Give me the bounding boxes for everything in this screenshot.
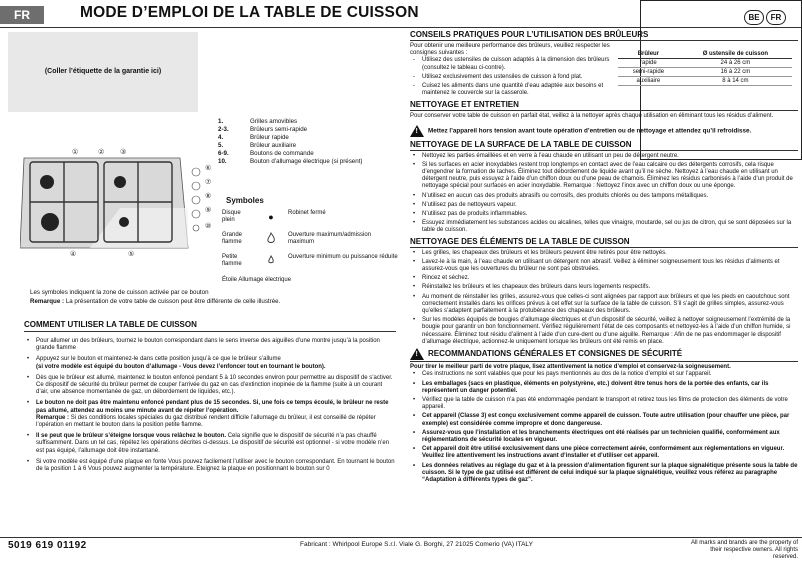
lang-pill-fr: FR <box>766 10 786 25</box>
list-item: • Les données relatives au réglage du gaz et à la pression d’alimentation figurent sur la plaque signalétique présente sous la table de cuisson. Si le type de gaz utilisé est différent de celui indiqué sur la plaque signalétique, veuillez vous référez au paragraphe “Adaptation à différents types de gaz”. <box>410 463 798 485</box>
callout-10: ⑩ <box>205 222 212 230</box>
nettoyage-title: NETTOYAGE ET ENTRETIEN <box>410 100 519 110</box>
callout-4: ④ <box>70 250 77 258</box>
nettoyage-intro: Pour conserver votre table de cuisson en parfait état, veillez à la nettoyer après chaque utilisation en éliminant tous les résidus d’aliment. <box>410 113 774 120</box>
callout-2: ② <box>98 148 105 156</box>
conseils-intro: Pour obtenir une meilleure performance des brûleurs, veuillez respecter les consignes suivantes : <box>410 43 610 57</box>
list-item: • N’utilisez pas de nettoyeurs vapeur. <box>410 202 798 209</box>
legend-row: 6-9. Boutons de commande <box>218 149 314 157</box>
symbol-star-ignition: Étoile Allumage électrique <box>222 277 292 283</box>
table-row: semi-rapide 16 à 22 cm <box>618 68 792 77</box>
legend-row: 1. Grilles amovibles <box>218 118 298 125</box>
table-row: rapide 24 à 26 cm <box>618 59 792 68</box>
warranty-label-area: (Coller l’étiquette de la garantie ici) <box>8 32 198 112</box>
rights-notice: All marks and brands are the property of their respective owners. All rights reserved. <box>690 540 798 560</box>
document-code: 5019 619 01192 <box>8 540 87 551</box>
symbols-title: Symboles <box>226 196 264 205</box>
burner-size-table <box>618 50 792 86</box>
usage-rule <box>24 331 396 332</box>
callout-9: ⑨ <box>205 206 212 214</box>
legend-row: 5. Brûleur auxiliaire <box>218 141 297 149</box>
list-item: • Cet appareil doit être utilisé exclusivement dans une pièce correctement aérée, conformément aux réglementations en vigueur. Veuillez lire attentivement les instructions avant d’installer et d’utiliser cet appareil. <box>410 446 798 460</box>
small-flame-icon <box>254 254 288 268</box>
legend-row: 4. Brûleur rapide <box>218 133 289 141</box>
securite-intro: Pour tirer le meilleur parti de votre plaque, lisez attentivement la notice d’emploi et conservez-la soigneusement. <box>410 364 731 371</box>
surface-list <box>410 153 798 235</box>
burner-rapide <box>41 213 59 231</box>
list-item: • Lavez-le à la main, à l’eau chaude en utilisant un détergent non abrasif. Veillez à éliminer soigneusement tous les résidus d’aliments et assurez-vous que les ouvertures du brûleur ne sont pas obstruées. <box>410 259 798 273</box>
burner-auxiliaire <box>119 217 129 227</box>
list-item: • N’utilisez pas de produits inflammables. <box>410 211 798 218</box>
list-item: • Cet appareil (Classe 3) est conçu exclusivement comme appareil de cuisson. Toute autre utilisation (pour chauffer une pièce, par exemple) est considérée comme impropre et donc dangereuse. <box>410 413 798 427</box>
usage-title: COMMENT UTILISER LA TABLE DE CUISSON <box>24 320 197 329</box>
page-title: MODE D’EMPLOI DE LA TABLE DE CUISSON <box>80 4 419 21</box>
list-item: • Appuyez sur le bouton et maintenez-le dans cette position jusqu’à ce que le brûleur s’allume (si votre modèle est équipé du bouton d’allumage - Vous devez l’enfoncer tout en tournant le bouton). <box>24 356 396 370</box>
table-row: auxiliaire 8 à 14 cm <box>618 77 792 86</box>
knob-group <box>192 168 200 231</box>
callout-6: ⑥ <box>205 164 212 172</box>
note-symbols: Les symboles indiquent la zone de cuisson activée par ce bouton <box>30 289 209 296</box>
table-header: Brûleur <box>618 50 679 59</box>
manufacturer-info: Fabricant : Whirlpool Europe S.r.l. Viale G. Borghi, 27 21025 Comerio (VA) ITALY <box>300 541 533 548</box>
list-item: • Dès que le brûleur est allumé, maintenez le bouton enfoncé pendant 5 à 10 secondes environ pour permettre au dispositif de s’activer. Ce dispositif de sécurité du brûleur permet de couper l’arrivée du gaz en cas d’extinction inopinée de la flamme (suite à un courant d’air, une absence momentanée de gaz, un débordement de liquides, etc.). <box>24 375 396 397</box>
callout-8: ⑧ <box>205 192 212 200</box>
diagram-notes <box>30 288 400 306</box>
warning-icon: ! <box>410 125 424 137</box>
conseils-rule <box>410 40 798 41</box>
surface-title: NETTOYAGE DE LA SURFACE DE LA TABLE DE CUISSON <box>410 139 632 149</box>
footer-rule <box>0 537 802 538</box>
conseils-list <box>410 57 610 97</box>
list-item: • Si votre modèle est équipé d’une plaque en fonte Vous pouvez facilement l’utiliser avec le bouton correspondant. En tournant le bouton de la position 1 à 6 Vous pouvez augmenter la température. Eteignez la plaque en positionnant le bouton sur 0 <box>24 459 396 473</box>
list-item: - Utilisez des ustensiles de cuisson adaptés à la dimension des brûleurs (consultez le tableau ci-contre). <box>410 57 610 71</box>
securite-list <box>410 371 798 484</box>
table-header: Ø ustensile de cuisson <box>679 50 792 59</box>
list-item: • Essuyez immédiatement les substances acides ou alcalines, telles que vinaigre, moutarde, sel ou jus de citron, qui se sont déposées sur la table de cuisson. <box>410 220 798 234</box>
symbol-row-small-flame: Petite flamme Ouverture minimum ou puissance réduite <box>222 254 398 267</box>
burner-semi-rapide-1 <box>40 175 54 189</box>
elements-list <box>410 250 798 346</box>
list-item: • Ces instructions ne sont valables que pour les pays mentionnés au dos de la notice d’emploi et sur l’appareil. <box>410 371 798 378</box>
callout-3: ③ <box>120 148 127 156</box>
symbol-row-large-flame: Grande flamme Ouverture maximum/admission maximum <box>222 232 398 248</box>
list-item: • Au moment de réinstaller les grilles, assurez-vous que celles-ci sont alignées par rapport aux brûleurs et que les pieds en caoutchouc sont correctement installés dans les orifices prévus à cet effet sur la surface de la table de cuisson. S’il s’agit de grilles simples, assurez-vous qu’elles s’adaptent parfaitement à la protubérance des chapeaux des brûleurs. <box>410 294 798 316</box>
symbol-row-disc: Disque plein ● Robinet fermé <box>222 210 326 223</box>
list-item: • Assurez-vous que l’installation et les branchements électriques ont été réalisés par un technicien qualifié, conformément aux réglementations de sécurité locales en vigueur. <box>410 430 798 444</box>
burner-semi-rapide-2 <box>114 176 126 188</box>
securite-title: ! RECOMMANDATIONS GÉNÉRALES ET CONSIGNES DE SÉCURITÉ <box>410 348 798 360</box>
list-item: • N’utilisez en aucun cas des produits abrasifs ou corrosifs, des produits chlorés ou des tampons métalliques. <box>410 193 798 200</box>
legend-row: 10. Bouton d’allumage électrique (si présent) <box>218 157 363 165</box>
list-item: • Les emballages (sacs en plastique, éléments en polystyrène, etc.) doivent être tenus hors de la portée des enfants, car ils représentent un danger potentiel. <box>410 381 798 395</box>
large-flame-icon <box>254 232 288 248</box>
legend-row: 2-3. Brûleurs semi-rapide <box>218 125 308 133</box>
callout-1: ① <box>72 148 79 156</box>
list-item: • Rincez et séchez. <box>410 275 798 282</box>
list-item: • Le bouton ne doit pas être maintenu enfoncé pendant plus de 15 secondes. Si, une fois ce temps écoulé, le brûleur ne reste pas allumé, attendez au moins une minute avant de répéter l’opération. Remarque : Si des conditions locales spéciales du gaz distribué rendent difficile l’allumage du brûleur, il est conseillé de répéter l’opération en mettant le bouton dans la position petite flamme. <box>24 400 396 429</box>
list-item: • Les grilles, les chapeaux des brûleurs et les brûleurs peuvent être retirés pour être nettoyés. <box>410 250 798 257</box>
nettoyage-warning: ! Mettez l’appareil hors tension avant toute opération d’entretien ou de nettoyage et attendez qu’il refroidisse. <box>410 125 798 137</box>
list-item: - Utilisez exclusivement des ustensiles de cuisson à fond plat. <box>410 74 610 81</box>
note-remarque: Remarque : La présentation de votre table de cuisson peut être différente de celle illustrée. <box>30 298 281 305</box>
cooktop-diagram <box>20 148 220 258</box>
list-item: • Réinstallez les brûleurs et les chapeaux des brûleurs dans leurs logements respectifs. <box>410 284 798 291</box>
filled-disc-icon: ● <box>268 212 274 222</box>
right-column <box>410 30 798 486</box>
usage-list <box>24 338 396 473</box>
list-item: • Pour allumer un des brûleurs, tournez le bouton correspondant dans le sens inverse des aiguilles d’une montre jusqu’à la position grande flamme <box>24 338 396 352</box>
elements-title: NETTOYAGE DES ÉLÉMENTS DE LA TABLE DE CUISSON <box>410 236 630 246</box>
warning-icon: ! <box>410 348 424 360</box>
usage-section <box>24 320 396 477</box>
list-item: - Cuisez les aliments dans une quantité d’eau adaptée aux besoins et maintenez le couvercle sur la casserole. <box>410 83 610 97</box>
list-item: • Vérifiez que la table de cuisson n’a pas été endommagée pendant le transport et retirez tous les films de protection des éléments de votre appareil. <box>410 397 798 411</box>
lang-pill-be: BE <box>744 10 764 25</box>
parts-legend <box>218 118 408 165</box>
language-tag: FR <box>0 6 44 24</box>
callout-7: ⑦ <box>205 178 212 186</box>
list-item: • Si les surfaces en acier inoxydables restent trop longtemps en contact avec de l’eau calcaire ou des détergents corrosifs, cela risque d’engendrer la formation de taches. Éliminez tout débordement de liquide avant qu’il ne sèche. Nettoyez à l’eau chaude en utilisant un détergent neutre, puis essuyez à l’aide d’un chiffon doux ou d’une peau de chamois. Éliminez les résidus carbonisés à l’aide d’un produit de nettoyage spécial pour surfaces en acier inoxydable. Remarque : Nettoyez l’inox avec un chiffon doux ou une éponge. <box>410 162 798 191</box>
list-item: • Nettoyez les parties émaillées et en verre à l’eau chaude en utilisant un peu de détergent neutre. <box>410 153 798 160</box>
conseils-title: CONSEILS PRATIQUES POUR L’UTILISATION DES BRÛLEURS <box>410 30 649 39</box>
callout-5: ⑤ <box>128 250 135 258</box>
list-item: • Sur les modèles équipés de bougies d’allumage électriques et d’un dispositif de sécurité, veillez à nettoyer soigneusement l’extrémité de la bougie pour garantir un bon fonctionnement. Vérifiez régulièrement l’état de ces composants et nettoyez-les à l’aide d’un chiffon humide, si nécessaire. Éliminez tout résidu d’aliment à l’aide d’un cure-dent ou d’une aiguille. Remarque : Afin de ne pas endommager le dispositif d’allumage électrique, actionnez-le uniquement lorsque les brûleurs ont été remis en place. <box>410 317 798 346</box>
list-item: • Il se peut que le brûleur s’éteigne lorsque vous relâchez le bouton. Cela signifie que le dispositif de sécurité n’a pas chauffé suffisamment. Dans un tel cas, répétez les opérations décrites ci-dessus. Le dispositif de sécurité est optionnel - si votre modèle n’en est pas équipé, l’allumage doit être instantané. <box>24 433 396 455</box>
